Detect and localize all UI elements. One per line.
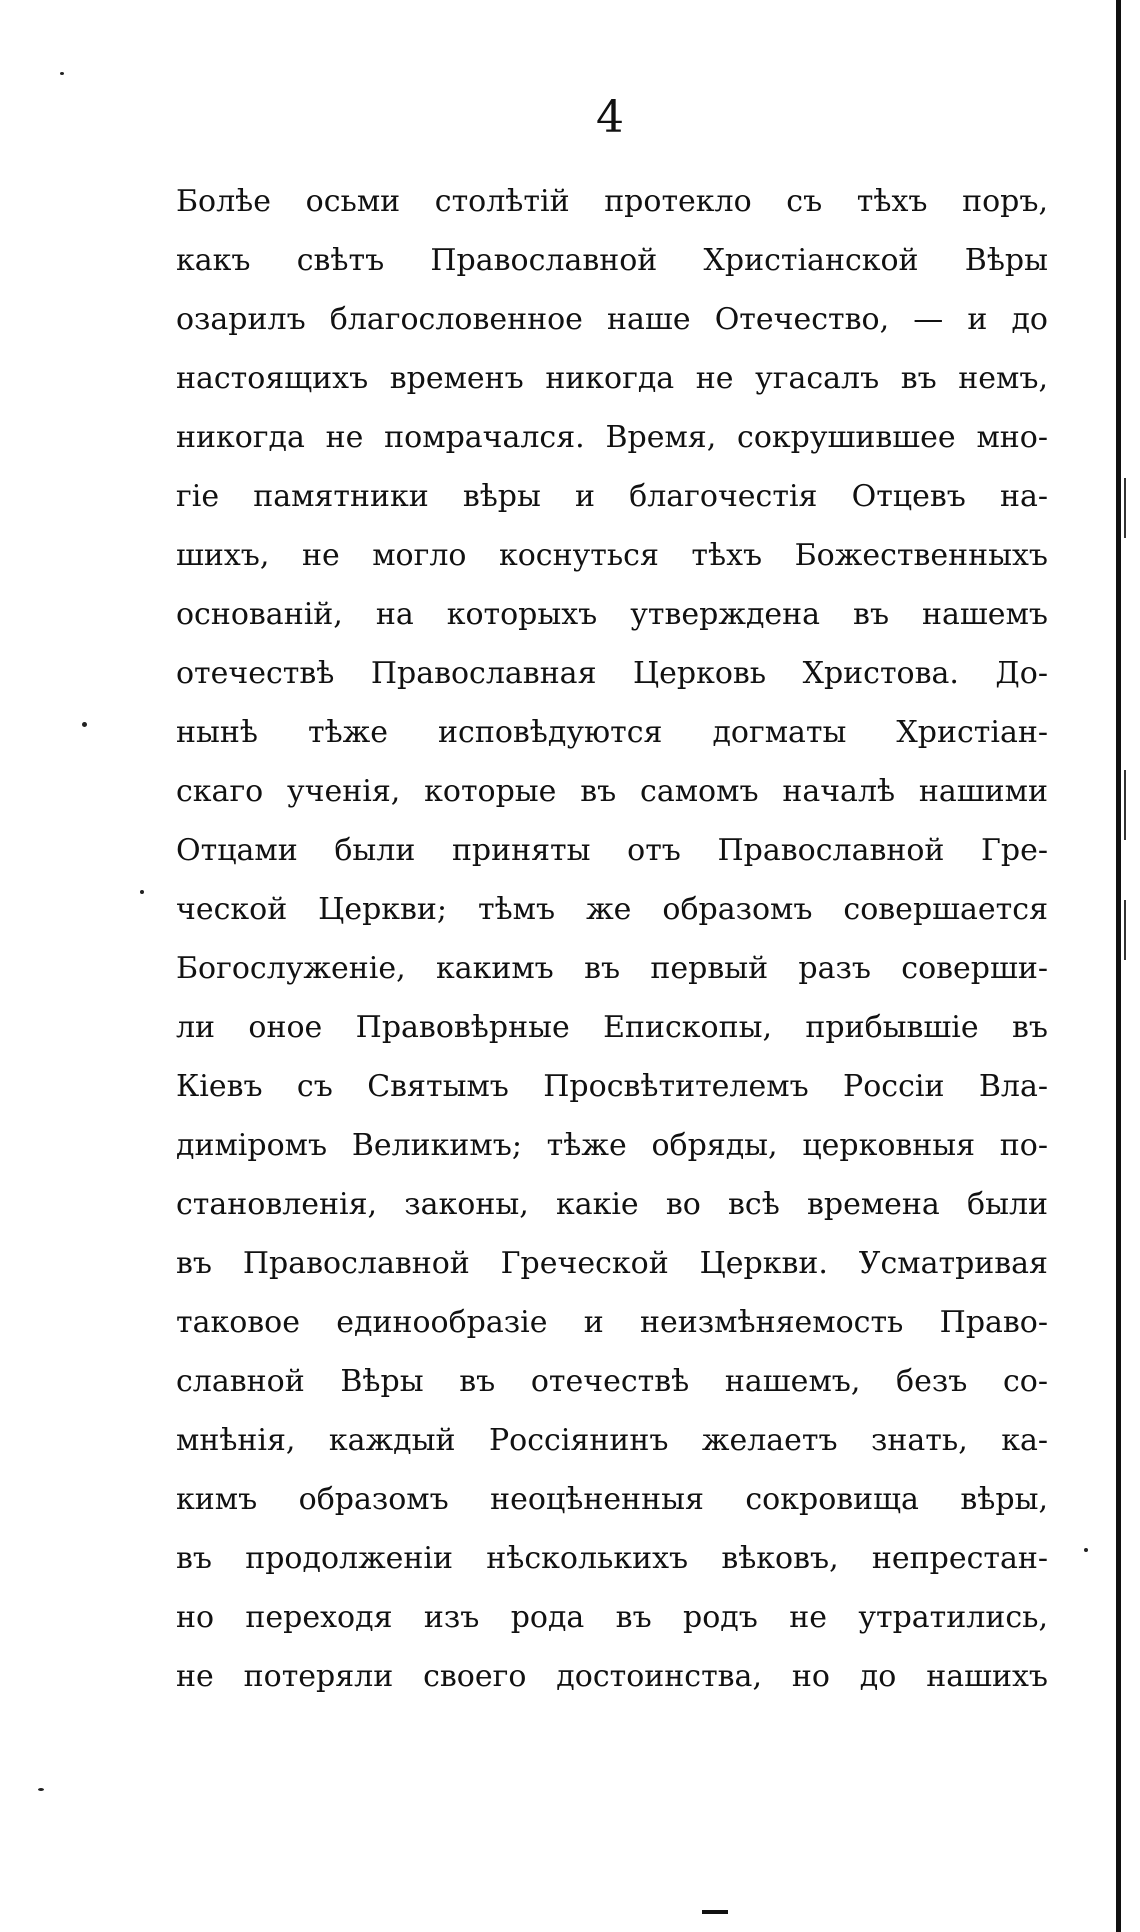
text-line: кимъ образомъ неоцѣненныя сокровища вѣры, <box>176 1482 1048 1517</box>
page-edge-line <box>1116 0 1121 1932</box>
text-line: мнѣнія, каждый Россіянинъ желаетъ знать, ка- <box>176 1423 1048 1458</box>
text-line: славной Вѣры въ отечествѣ нашемъ, безъ со- <box>176 1364 1048 1399</box>
text-line: Богослуженіе, какимъ въ первый разъ соверши- <box>176 951 1048 986</box>
text-line: Отцами были приняты отъ Православной Гре- <box>176 833 1048 868</box>
text-line: озарилъ благословенное наше Отечество, — и до <box>176 302 1048 337</box>
text-line: Кіевъ съ Святымъ Просвѣтителемъ Россіи Вла- <box>176 1069 1048 1104</box>
text-line: въ Православной Греческой Церкви. Усматривая <box>176 1246 1048 1281</box>
scan-speck <box>38 1788 44 1791</box>
text-line: Болѣе осьми столѣтій протекло съ тѣхъ поръ, <box>176 184 1048 219</box>
text-line: основаній, на которыхъ утверждена въ нашемъ <box>176 597 1048 632</box>
page-number: 4 <box>596 92 624 143</box>
body-text <box>176 172 1048 1706</box>
text-line: ческой Церкви; тѣмъ же образомъ совершается <box>176 892 1048 927</box>
text-line: нынѣ тѣже исповѣдуются догматы Христіан- <box>176 715 1048 750</box>
scan-speck <box>82 722 87 727</box>
text-line: становленія, законы, какіе во всѣ времена были <box>176 1187 1048 1222</box>
text-line: отечествѣ Православная Церковь Христова. До- <box>176 656 1048 691</box>
scan-speck <box>140 890 144 894</box>
scan-speck <box>60 72 64 75</box>
text-line: ли оное Правовѣрные Епископы, прибывшіе въ <box>176 1010 1048 1045</box>
text-line: настоящихъ временъ никогда не угасалъ въ немъ, <box>176 361 1048 396</box>
edge-tick <box>1124 770 1126 840</box>
text-line: гіе памятники вѣры и благочестія Отцевъ на- <box>176 479 1048 514</box>
text-line: никогда не помрачался. Время, сокрушившее мно- <box>176 420 1048 455</box>
scan-mark <box>702 1910 728 1914</box>
text-line: но переходя изъ рода въ родъ не утратились, <box>176 1600 1048 1635</box>
text-line: не потеряли своего достоинства, но до нашихъ <box>176 1659 1048 1694</box>
text-line: диміромъ Великимъ; тѣже обряды, церковныя по- <box>176 1128 1048 1163</box>
text-line: шихъ, не могло коснуться тѣхъ Божественныхъ <box>176 538 1048 573</box>
scan-speck <box>1084 1548 1088 1552</box>
edge-tick <box>1124 900 1126 960</box>
edge-tick <box>1124 478 1126 538</box>
text-line: въ продолженіи нѣсколькихъ вѣковъ, непрестан- <box>176 1541 1048 1576</box>
text-line: скаго ученія, которые въ самомъ началѣ нашими <box>176 774 1048 809</box>
text-line: какъ свѣтъ Православной Христіанской Вѣры <box>176 243 1048 278</box>
text-line: таковое единообразіе и неизмѣняемость Право- <box>176 1305 1048 1340</box>
